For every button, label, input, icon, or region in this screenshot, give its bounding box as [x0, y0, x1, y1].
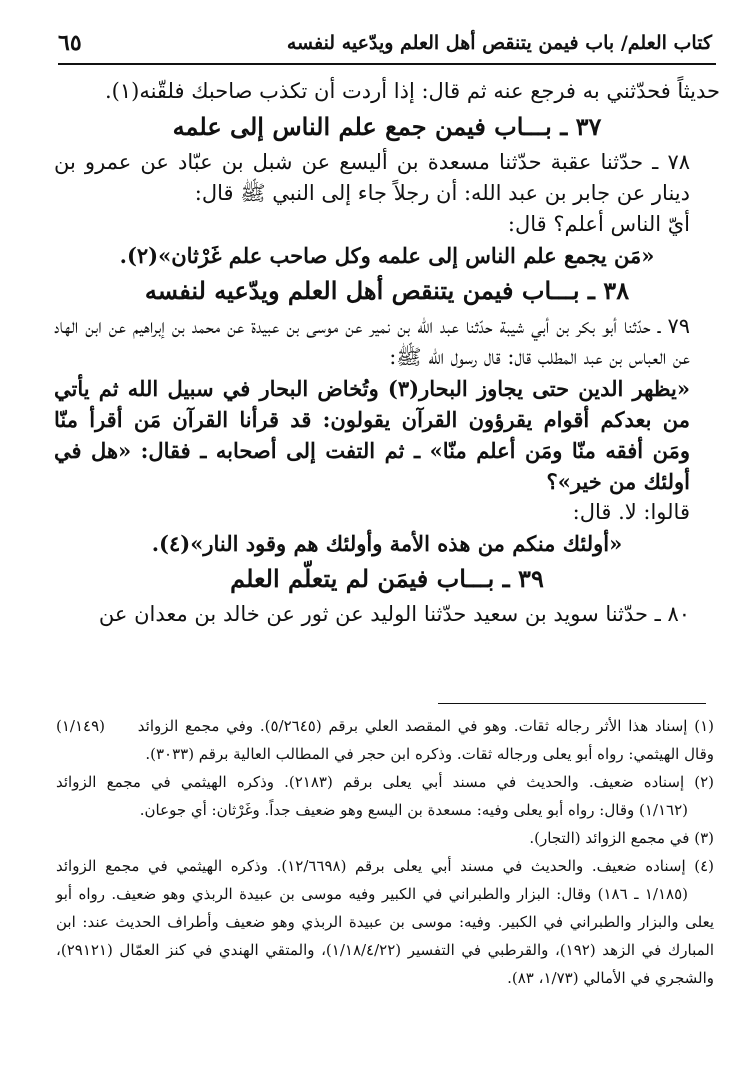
chapter-heading-38: ٣٨ ـ بـــاب فيمن يتنقص أهل العلم ويدّعيه لنفسه: [144, 276, 630, 305]
footnote-3-rest: [503, 829, 529, 847]
footnote-3-first: (٣) في مجمع الزوائد (التجار).: [529, 829, 714, 847]
main-text: [54, 76, 720, 630]
footnote-2-first: (٢) إسناده ضعيف. والحديث في مسند أبي يعلى برقم (٢١٨٣). وذكره الهيثمي في مجمع الزوائد: [56, 773, 714, 791]
footnote-1-first: (١) إسناد هذا الأثر رجاله ثقات. وهو في المقصد العلي برقم (٥/٢٦٤٥). وفي مجمع الزوائد: [137, 717, 714, 735]
hadith-79-reply: قالوا: لا. قال:: [572, 500, 690, 524]
footnote-2-rest: (١/١٦٢) وقال: رواه أبو يعلى وفيه: مسعدة بن اليسع وهو ضعيف جداً. وغَرْثان: أي جوعان.: [139, 801, 688, 819]
footnotes: [56, 712, 714, 992]
hadith-78-question: أيّ الناس أعلم؟ قال:: [507, 212, 690, 236]
footnote-3: [56, 824, 714, 852]
hadith-78-text: «مَن يجمع علم الناس إلى علمه وكل صاحب علم غَرْثان»(٢).: [119, 243, 655, 268]
chapter-heading-37: ٣٧ ـ بـــاب فيمن جمع علم الناس إلى علمه: [172, 112, 602, 141]
footnote-4-first: (٤) إسناده ضعيف. والحديث في مسند أبي يعلى برقم (١٢/٦٦٩٨). وذكره الهيثمي في مجمع الزوائد: [56, 857, 715, 875]
hadith-80-isnad: ٨٠ ـ حدّثنا سويد بن سعيد حدّثنا الوليد عن ثور عن خالد بن معدان عن: [98, 602, 690, 626]
hadith-79-ending: «أولئك منكم من هذه الأمة وأولئك هم وقود النار»(٤).: [151, 531, 623, 556]
header-divider: [58, 63, 716, 65]
hadith-79-text: «يظهر الدين حتى يجاوز البحار(٣) وتُخاض البحار في سبيل الله ثم يأتي من بعدكم أقوام يقرؤون القرآن يقولون: قد قرأنا القرآن مَن أقرأ منّا ومَن أفقه منّا ومَن أعلم منّا» ـ ثم التفت إلى أصحابه ـ فقال: «هل في أولئك من خير»؟: [54, 376, 690, 494]
chapter-heading-39: ٣٩ ـ بـــاب فيمَن لم يتعلّم العلم: [230, 564, 544, 593]
hadith-78-isnad: ٧٨ ـ حدّثنا عقبة حدّثنا مسعدة بن أليسع عن شبل بن عبّاد عن عمرو بن دينار عن جابر بن عبد الله: أن رجلاً جاء إلى النبي ﷺ قال:: [54, 150, 690, 205]
page-number: ٦٥: [58, 30, 82, 56]
footnote-divider: [438, 703, 706, 704]
footnote-1: [56, 712, 714, 768]
footnote-2: [56, 768, 714, 824]
footnote-4: [56, 852, 714, 992]
footnote-1-rest: (١/١٤٩) وقال الهيثمي: رواه أبو يعلى ورجاله ثقات. وذكره ابن حجر في المطالب العالية برقم (٣٠٣٣).: [56, 717, 714, 763]
running-header: [58, 30, 712, 64]
hadith-79-isnad: ٧٩ ـ حدّثنا أبو بكر بن أبي شيبة حدّثنا عبد الله بن نمير عن موسى بن عبيدة عن محمد بن إبراهيم عن ابن الهاد عن العباس بن عبد المطلب قال: قال رسول الله ﷺ:: [54, 314, 690, 369]
intro-line: حديثاً فحدّثني به فرجع عنه ثم قال: إذا أردت أن تكذب صاحبك فلقّنه(١).: [104, 79, 720, 103]
footnote-4-rest: (١/١٨٥ ـ ١٨٦) وقال: البزار والطبراني في الكبير وفيه موسى بن عبيدة الربذي وهو ضعيف. رواه أبو يعلى والبزار والطبراني في الكبير. وفيه: موسى بن عبيدة الربذي وهو ضعيف وأطراف الحديث عند: ابن المبارك في الزهد (١٩٢)، والقرطبي في التفسير (١/١٨/٤/٢٢)، والمتقي الهندي في كنز العمّال (٢٩١٢١)، والشجري في الأمالي (١/٧٣، ٨٣).: [56, 885, 714, 987]
running-title: كتاب العلم/ باب فيمن يتنقص أهل العلم ويدّعيه لنفسه: [286, 32, 712, 54]
